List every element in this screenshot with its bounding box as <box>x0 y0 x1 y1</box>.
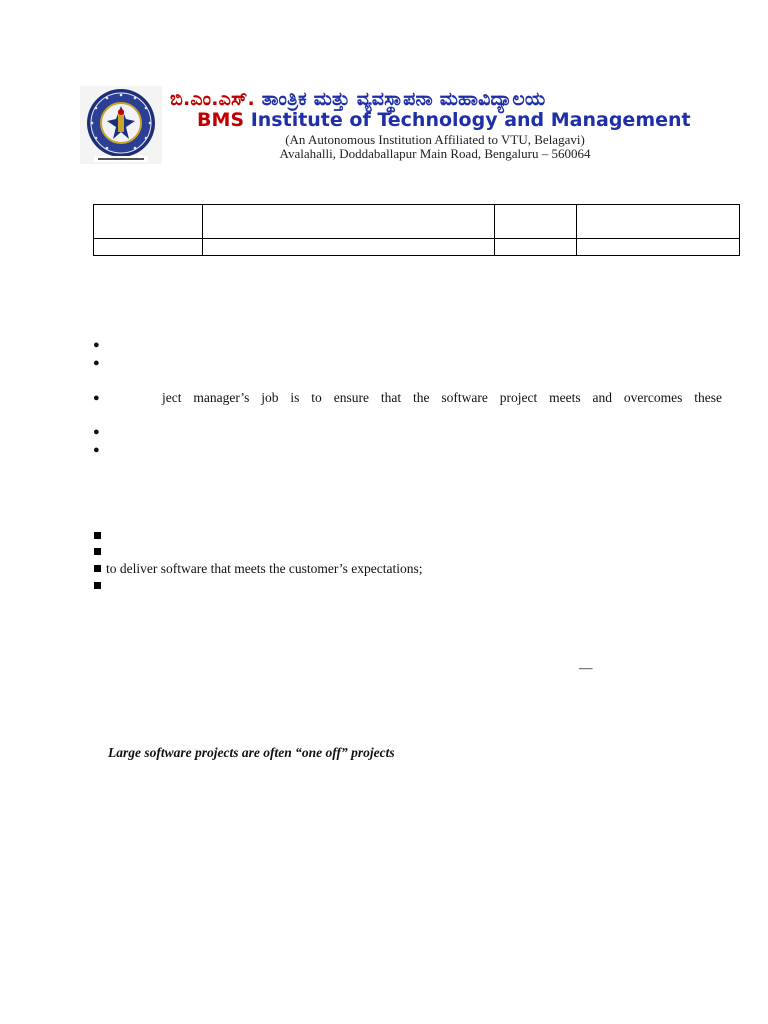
address-line: Avalahalli, Doddaballapur Main Road, Bengaluru – 560064 <box>279 146 591 161</box>
table-row <box>94 205 740 239</box>
bullet-dot-icon: ● <box>93 339 100 351</box>
college-seal-icon <box>80 86 162 164</box>
bullet-dot-icon: ● <box>93 392 100 404</box>
em-dash: — <box>579 660 593 675</box>
table-cell <box>495 239 577 256</box>
table-cell <box>495 205 577 239</box>
table-cell <box>577 239 740 256</box>
institute-name-bms: BMS <box>197 109 245 131</box>
square-bullet-text: to deliver software that meets the customer’s expectations; <box>106 561 423 576</box>
table-row <box>94 239 740 256</box>
institute-name-rest: Institute of Technology and Management <box>250 109 691 131</box>
bullet-text: ject manager’s job is to ensure that the software project meets and overcomes these <box>162 390 722 405</box>
square-bullet-icon <box>94 548 101 555</box>
table-cell <box>202 239 495 256</box>
italic-heading: Large software projects are often “one off” projects <box>108 745 395 760</box>
table-cell <box>202 205 495 239</box>
bullet-dot-icon: ● <box>93 444 100 456</box>
square-bullet-icon <box>94 532 101 539</box>
bullet-dot-icon: ● <box>93 357 100 369</box>
table-cell <box>577 205 740 239</box>
kannada-prefix: ಬಿ.ಎಂ.ಎಸ್. <box>170 88 255 110</box>
table-cell <box>94 205 203 239</box>
institute-name-kannada <box>170 88 700 110</box>
institute-name <box>197 109 691 131</box>
course-info-table <box>93 204 740 256</box>
table-cell <box>94 239 203 256</box>
square-bullet-icon <box>94 565 101 572</box>
square-bullet-icon <box>94 582 101 589</box>
kannada-name: ತಾಂತ್ರಿಕ ಮತ್ತು ವ್ಯವಸ್ಥಾಪನಾ ಮಹಾವಿದ್ಯಾಲಯ <box>261 88 546 110</box>
bullet-dot-icon: ● <box>93 426 100 438</box>
affiliation-line: (An Autonomous Institution Affiliated to VTU, Belagavi) <box>285 132 585 147</box>
